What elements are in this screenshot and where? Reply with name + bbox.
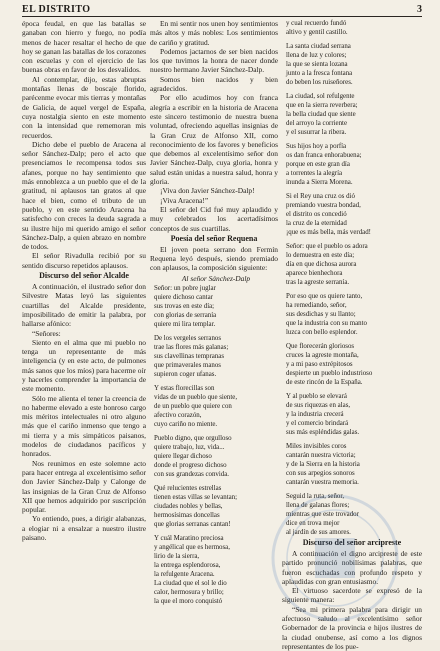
poem-line: que glorias serranas cantan! (154, 520, 231, 528)
poem-line: quiere dichoso cantar (154, 293, 213, 301)
poem-line: la entrega esplendorosa, (154, 561, 221, 569)
poem-line: tras la agreste serranía. (286, 279, 350, 286)
paragraph: Podemos jactarnos de ser bien nacidos los que tuvimos la honra de nacer donde nuestro hermano Javier Sánchez-Dalp. (150, 46, 278, 75)
poem-line: os dan franca enhorabuena; (286, 152, 362, 159)
poem-line: ha remediando, señor, (286, 302, 347, 309)
poem-line: hermosísimas doncellas (154, 511, 220, 519)
poem-line: cuyo cariño no miente. (154, 420, 218, 428)
paragraph: A continuación, el ilustrado señor don Silvestre Matas leyó las siguientes cuartillas del Alcalde presidente, imposibilitado de emitir la palabra, por hallarse afónico: (22, 282, 146, 329)
poem-line: afectivo corazón, (154, 411, 202, 419)
poem-line: donde el progreso dichoso (154, 461, 227, 469)
paragraph: En mi sentir nos unen hoy sentimientos más altos y más nobles: Los sentimientos de cariño y gratitud. (150, 19, 278, 47)
poem-line: Y al pueblo se elevará (286, 393, 347, 400)
poem-line: llena de luz y colores; (286, 52, 347, 59)
poem-line: premiando vuestra bondad, (286, 202, 361, 209)
poem-line: del arroyo la corriente (286, 120, 348, 127)
paragraph: El joven poeta serrano don Fermín Requena leyó después, siendo premiado con aplausos, la composición siguiente: (150, 244, 278, 273)
poem-line: la refulgente Aracena. (154, 570, 215, 578)
section-heading: Discurso del señor arcipreste (302, 538, 402, 547)
poem-line: la cruz de la eternidad (286, 220, 347, 227)
paragraph: Somos bien nacidos y bien agradecidos. (150, 74, 278, 94)
paragraph: ¡Viva don Javier Sánchez-Dalp! (160, 186, 255, 196)
poem-line: que la industria con su manto (286, 320, 367, 327)
poem-line: supieron coger ufanas. (154, 370, 217, 378)
column-1 (22, 19, 146, 632)
poem-line: De los vergeles serranos (154, 334, 222, 342)
poem-line: ciudades nobles y bellas, (154, 502, 223, 510)
poem-line: trae las flores más galanas; (154, 343, 229, 351)
paragraph: “Sea mi primera palabra para dirigir un afectuoso saludo al excelentísimo señor Gobernador de la provincia e hijos ilustres de la ciudad onubense, así como a los dignos representantes de los pue- (282, 604, 422, 651)
paragraph: Por ello acudimos hoy con franca alegría a escribir en la historia de Aracena este sincero testimonio de nuestra buena voluntad, ofreciendo aquellas insignias de la Gran Cruz de Alfonso XII, como reconocimiento de los favores y beneficios que debemos al excelentísimo señor don Javier Sánchez-Dalp, cuya gloria, honra y salud están unidas a nuestra salud, honra y gloria. (150, 93, 278, 187)
poem-line: lo demuestra en este día; (286, 252, 355, 259)
poem-line: la que el moro conquistó (154, 597, 223, 605)
poem-line: de sus riquezas en alas, (286, 402, 351, 409)
column-3 (282, 19, 422, 651)
poem-line: y cual recuerdo fundó (286, 20, 347, 27)
poem (150, 274, 278, 606)
paragraph: Sólo me alienta el tener la creencia de no haberme elevado a este honroso cargo mis méritos intelectuales ni otro alguno más que el cariño inmenso que tengo a mi tierra y a mis simpáticos paisanos, modelos de ciudadanos pacíficos y honrados. (22, 393, 146, 459)
poem-line: calor, hermosura y brillo; (154, 588, 224, 596)
poem-line: cantarán vuestra memoria. (286, 479, 359, 486)
column-2 (150, 19, 278, 632)
poem-line: Señor: un pobre juglar (154, 284, 216, 292)
paragraph: El señor del Cid fué muy aplaudido y muy celebrados los acertadísimos conceptos de sus cuartillas. (150, 204, 278, 233)
poem-line: lirio de la sierra, (154, 552, 200, 560)
poem-line: Señor: que el pueblo os adora (286, 243, 368, 250)
poem-line: quiere llegar dichoso (154, 452, 212, 460)
poem-line: a torrentes la alegría (286, 170, 343, 177)
poem-line: llena de galanas flores; (286, 502, 350, 509)
newspaper-title: EL DISTRITO (22, 4, 91, 15)
poem-line: que en la sierra reverbera; (286, 102, 358, 109)
page-number: 3 (417, 4, 422, 15)
poem-line: con glorias de serranía (154, 311, 217, 319)
poem-line: quiere trabajo, luz, vida... (154, 443, 225, 451)
poem-line: mientras que este trovador (286, 511, 359, 518)
poem-line: aparece bienhechora (286, 270, 343, 277)
poem-line: sus más espléndidas galas. (286, 429, 360, 436)
poem-line: con sus arpegios sonoros (286, 470, 355, 477)
paragraph: A continuación el digno arcipreste de este partido pronunció nobilísimas palabras, que fueron escuchadas con profundo respeto y aplaudidas con gran entusiasmo. (282, 549, 422, 586)
poem-line: sus clavellinas tempranas (154, 352, 225, 360)
paragraph: ¡Viva Aracena!” (160, 195, 209, 205)
poem-line: porque en este gran día (286, 161, 350, 168)
poem-line: con sus grandezas convida. (154, 470, 230, 478)
poem-line: de un pueblo que quiere con (154, 402, 232, 410)
paragraph: El virtuoso sacerdote se expresó de la siguiente manera: (282, 586, 422, 605)
page-header (22, 4, 422, 17)
poem-line: luzca con bello esplendor. (286, 329, 358, 336)
poem-line: vidas de un pueblo que siente, (154, 393, 238, 401)
poem-line: altivo y gentil castillo. (286, 29, 348, 36)
poem-line: Seguid la ruta, señor, (286, 493, 345, 500)
paragraph: Dicho debe el pueblo de Aracena al señor Sánchez-Dalp; pero el acto que presenciamos le recompensa todos sus afanes, porque no hay sentimiento que más ennoblezca a un pueblo que el de la gratitud, ni aplausos tan gratos al que hace el bien, como el tributo de un pueblo, y en este sentido Aracena ha satisfecho con creces la deuda sagrada a su ilustre hijo mi querido amigo el señor Sánchez-Dalp, a quien abrazo en nombre de todos. (22, 139, 146, 252)
poem-line: Sus hijos hoy a porfía (286, 143, 347, 150)
poem-line: y el susurrar la ribera. (286, 129, 347, 136)
poem-line: cruces la agreste montaña, (286, 352, 359, 359)
poem-line: junto a la fresca fontana (286, 70, 353, 77)
poem-line: la bella ciudad que siente (286, 111, 356, 118)
poem-line: la que se sienta lozana (286, 61, 348, 68)
paragraph: “Señores: (32, 328, 61, 338)
poem-line: sus desdichas y su llanto; (286, 311, 356, 318)
poem-line: y el comercio brindará (286, 420, 349, 427)
poem-line: Por eso que os quiere tanto, (286, 293, 363, 300)
poem-line: La ciudad que el sol le dio (154, 579, 227, 587)
poem-line: Pueblo digno, que orgulloso (154, 434, 232, 442)
paragraph: Yo entiendo, pues, a dirigir alabanzas, a elogiar ni a ensalzar a nuestro ilustre paisano. (22, 514, 146, 543)
poem-line: ¡que es más bella, más verdad! (286, 229, 371, 236)
poem-line: inunda a Sierra Morena. (286, 179, 353, 186)
poem-line: dice en trova mejor (286, 520, 340, 527)
paragraph: El señor Rivadulla recibió por su sentido discurso repetidos aplausos. (22, 251, 146, 270)
poem-line: do beben los ruiseñores. (286, 79, 353, 86)
poem-line: tienen estas villas se levantan; (154, 493, 238, 501)
poem-line: La ciudad, sol refulgente (286, 93, 355, 100)
poem-line: Que florecerán gloriosos (286, 343, 355, 350)
poem-line: Qué relucientes estrellas (154, 484, 222, 492)
poem-line: despierte un pueblo industrioso (286, 370, 373, 377)
poem-line: La santa ciudad serrana (286, 43, 351, 50)
poem-line: día en que dichosa aurora (286, 261, 357, 268)
paragraph: Nos reunimos en este solemne acto para hacer entrega al excelentísimo señor don Javier Sánchez-Dalp y Calonge de las insignias de la Gran Cruz de Alfonso XII que hemos adquirido por suscripción popular. (22, 458, 146, 515)
poem-line: Miles invisibles coros (286, 443, 347, 450)
poem-line: y la industria crecerá (286, 411, 344, 418)
poem-line: Si el Rey una cruz os dió (286, 193, 355, 200)
paragraph: Al contemplar, dijo, estas abruptas montañas llenas de boscaje florido, parécenme evocar mis tierras y montañas de Galicia, de aquel vergel de España, cuya nostalgia siento en este momento con la intensidad que rememoran mis recuerdos. (22, 74, 146, 140)
paragraph: época feudal, en que las batallas se ganaban con hierro y fuego, no podía menos de hacer resaltar el hecho de que hoy se ganan las batallas de los corazones con escuelas y con el ejercicio de las buenas obras en favor de los desvalidos. (22, 19, 146, 75)
poem-line: de este rincón de la España. (286, 379, 363, 386)
poem-line: que primaverales manos (154, 361, 221, 369)
poem-line: cantarán nuestra victoria; (286, 452, 356, 459)
poem-line: Y cuál Maratino preciosa (154, 534, 224, 542)
section-heading: Discurso del señor Alcalde (39, 271, 129, 281)
poem-continuation (282, 19, 422, 537)
paragraph: Siento en el alma que mi pueblo no tenga un representante de más inteligencia (y en este acto, de pulmones más sanos que los míos) para hacerme oír y hacerles comprender la importancia de este momento. (22, 337, 146, 394)
poem-line: al jardín de sus amores. (286, 529, 351, 536)
poem-dedication: Al señor Sánchez-Dalp (181, 273, 251, 283)
poem-line: Y estas florecillas son (154, 384, 215, 392)
poem-line: el distrito os concedió (286, 211, 347, 218)
poem-line: y a mi paso extrépitosos (286, 361, 353, 368)
poem-line: y angélical que es hermosa, (154, 543, 230, 551)
poem-line: quiere mi lira templar. (154, 320, 216, 328)
section-heading: Poesía del señor Requena (170, 233, 258, 243)
poem-line: sus trovas en este día; (154, 302, 215, 310)
poem-line: y de la Sierra en la historia (286, 461, 360, 468)
